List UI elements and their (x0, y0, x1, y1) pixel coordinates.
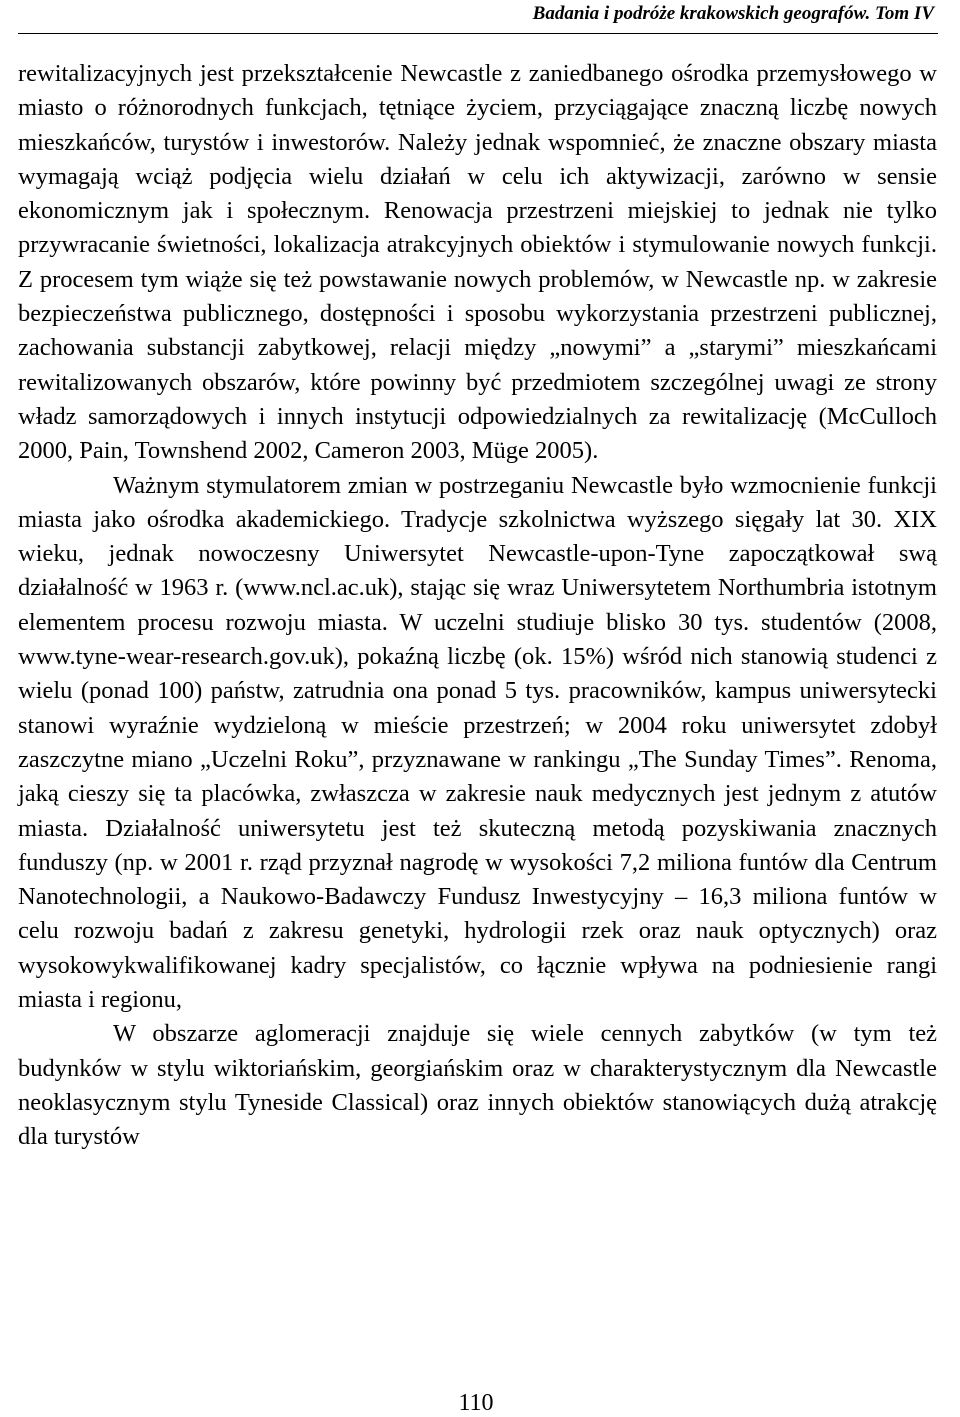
paragraph-monuments: W obszarze aglomeracji znajduje się wiele cennych zabytków (w tym też budynków w stylu wiktoriańskim, georgiańskim oraz w charakterystycznym dla Newcastle neoklasycznym stylu Tyneside Classical) oraz innych obiektów stanowiących dużą atrakcję dla turystów (18, 1020, 937, 1151)
running-header: Badania i podróże krakowskich geografów. Tom IV (532, 3, 934, 24)
paragraph-continuation: rewitalizacyjnych jest przekształcenie Newcastle z zaniedbanego ośrodka przemysłowego w miasto o różnorodnych funkcjach, tętniące życiem, przyciągające znaczną liczbę nowych mieszkańców, turystów i inwestorów. Należy jednak wspomnieć, że znaczne obszary miasta wymagają wciąż podjęcia wielu działań w celu ich aktywizacji, zarówno w sensie ekonomicznym jak i społecznym. Renowacja przestrzeni miejskiej to jednak nie tylko przywracanie świetności, lokalizacja atrakcyjnych obiektów i stymulowanie nowych funkcji. Z procesem tym wiąże się też powstawanie nowych problemów, w Newcastle np. w zakresie bezpieczeństwa publicznego, dostępności i sposobu wykorzystania przestrzeni publicznej, zachowania substancji zabytkowej, relacji między „nowymi” a „starymi” mieszkańcami rewitalizowanych obszarów, które powinny być przedmiotem szczególnej uwagi ze strony władz samorządowych i innych instytucji odpowiedzialnych za rewitalizację (McCulloch 2000, Pain, Townshend 2002, Cameron 2003, Müge 2005). (18, 60, 937, 465)
header-rule (18, 33, 938, 34)
body-text (18, 57, 937, 1155)
paragraph-university: Ważnym stymulatorem zmian w postrzeganiu Newcastle było wzmocnienie funkcji miasta jako ośrodka akademickiego. Tradycje szkolnictwa wyższego sięgały lat 30. XIX wieku, jednak nowoczesny Uniwersytet Newcastle-upon-Tyne zapoczątkował swą działalność w 1963 r. (www.ncl.ac.uk), stając się wraz Uniwersytetem Northumbria istotnym elementem procesu rozwoju miasta. W uczelni studiuje blisko 30 tys. studentów (2008, www.tyne-wear-research.gov.uk), pokaźną liczbę (ok. 15%) wśród nich stanowią studenci z wielu (ponad 100) państw, zatrudnia ona ponad 5 tys. pracowników, kampus uniwersytecki stanowi wyraźnie wydzieloną w mieście przestrzeń; w 2004 roku uniwersytet zdobył zaszczytne miano „Uczelni Roku”, przyznawane w rankingu „The Sunday Times”. Renoma, jaką cieszy się ta placówka, zwłaszcza w zakresie nauk medycznych jest jednym z atutów miasta. Działalność uniwersytetu jest też skuteczną metodą pozyskiwania znacznych funduszy (np. w 2001 r. rząd przyznał nagrodę w wysokości 7,2 miliona funtów dla Centrum Nanotechnologii, a Naukowo-Badawczy Fundusz Inwestycyjny – 16,3 miliona funtów w celu rozwoju badań z zakresu genetyki, hydrologii rzek oraz nauk optycznych) oraz wysokowykwalifikowanej kadry specjalistów, co łącznie wpływa na podniesienie rangi miasta i regionu, (18, 471, 937, 1014)
page-number: 110 (458, 1390, 494, 1416)
